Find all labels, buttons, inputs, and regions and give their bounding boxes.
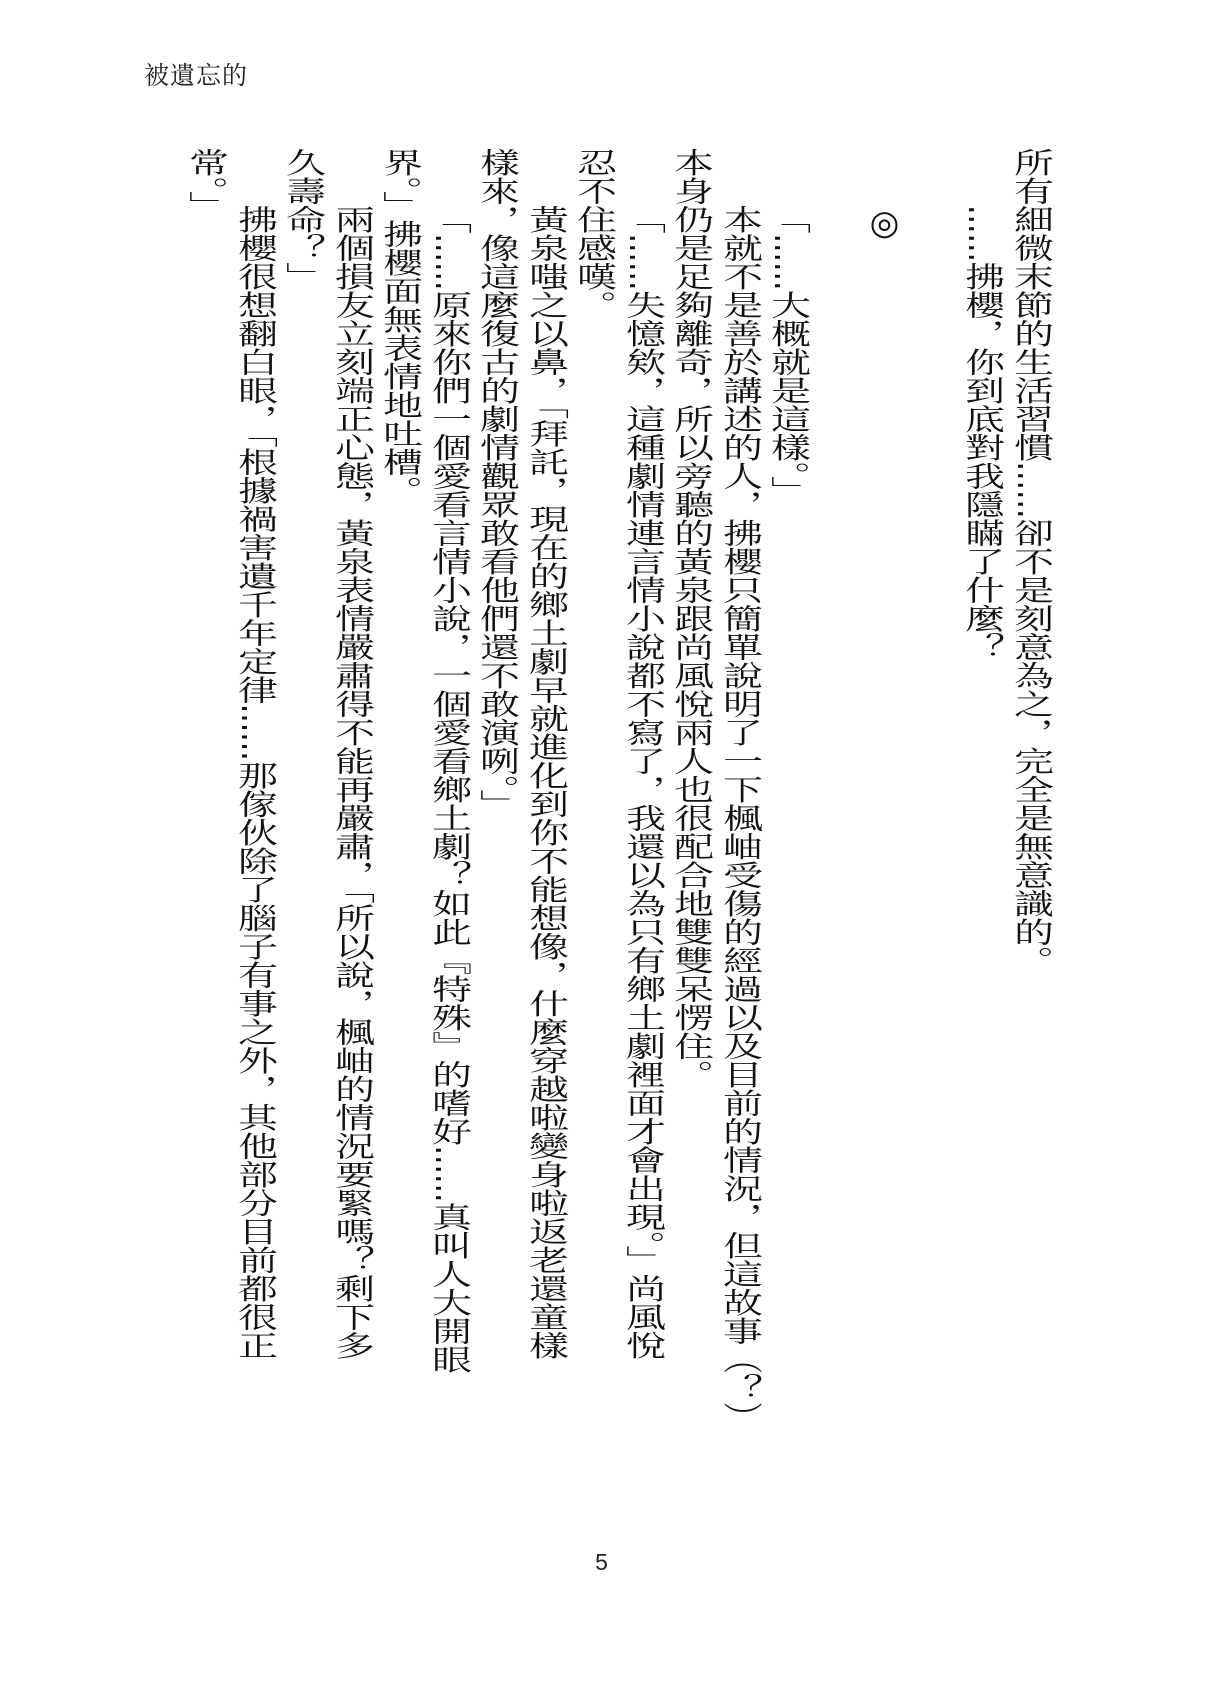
paragraph xyxy=(957,148,1006,1388)
text-line: 黃泉嗤之以鼻，「拜託，現在的鄉土劇早就進化到你不能想像，什麼穿越啦變身啦返老還童樣 xyxy=(522,205,569,1360)
text-line: ……拂櫻，你到底對我隱瞞了什麼？ xyxy=(959,205,1006,661)
text-line: 忍不住感嘆。 xyxy=(571,148,618,319)
text-line: 兩個損友立刻端正心態，黃泉表情嚴肅得不能再嚴肅，「所以說，楓岫的情況要緊嗎？剩下多 xyxy=(328,205,375,1360)
text-line: 「……失憶欸，這種劇情連言情小說都不寫了，我還以為只有鄉土劇裡面才會出現。」尚風悅 xyxy=(619,205,666,1360)
text-line: 久壽命？」 xyxy=(280,148,327,291)
paragraph xyxy=(278,148,375,1388)
text-line: 常。」 xyxy=(183,148,230,220)
text-line: 所有細微末節的生活習慣……卻不是刻意為之，完全是無意識的。 xyxy=(1007,148,1054,975)
vertical-text-body xyxy=(181,148,1054,1431)
page-number: 5 xyxy=(595,1549,608,1575)
text-line: 「……原來你們一個愛看言情小說，一個愛看鄉土劇？如此『特殊』的嗜好……真叫人大開眼 xyxy=(425,205,472,1374)
running-header: 被遺忘的 xyxy=(144,61,249,90)
paragraph xyxy=(569,148,666,1388)
paragraph xyxy=(666,148,763,1431)
text-line: 「……大概就是這樣。」 xyxy=(765,205,812,505)
paragraph xyxy=(472,148,569,1388)
text-line: 拂櫻很想翻白眼，「根據禍害遺千年定律……那傢伙除了腦子有事之外，其他部分目前都很正 xyxy=(231,205,278,1360)
paragraph xyxy=(181,148,278,1388)
text-line: 本就不是善於講述的人，拂櫻只簡單說明了一下楓岫受傷的經過以及目前的情況，但這故事（？） xyxy=(716,205,763,1431)
paragraph xyxy=(375,148,472,1388)
scene-break-symbol: ◎ xyxy=(864,203,905,243)
text-line: 本身仍是足夠離奇，所以旁聽的黃泉跟尚風悅兩人也很配合地雙雙呆愣住。 xyxy=(668,148,715,1089)
text-line: 界。」拂櫻面無表情地吐槽。 xyxy=(377,148,424,505)
text-line: 樣來，像這麼復古的劇情觀眾敢看他們還不敢演咧。」 xyxy=(474,148,521,818)
